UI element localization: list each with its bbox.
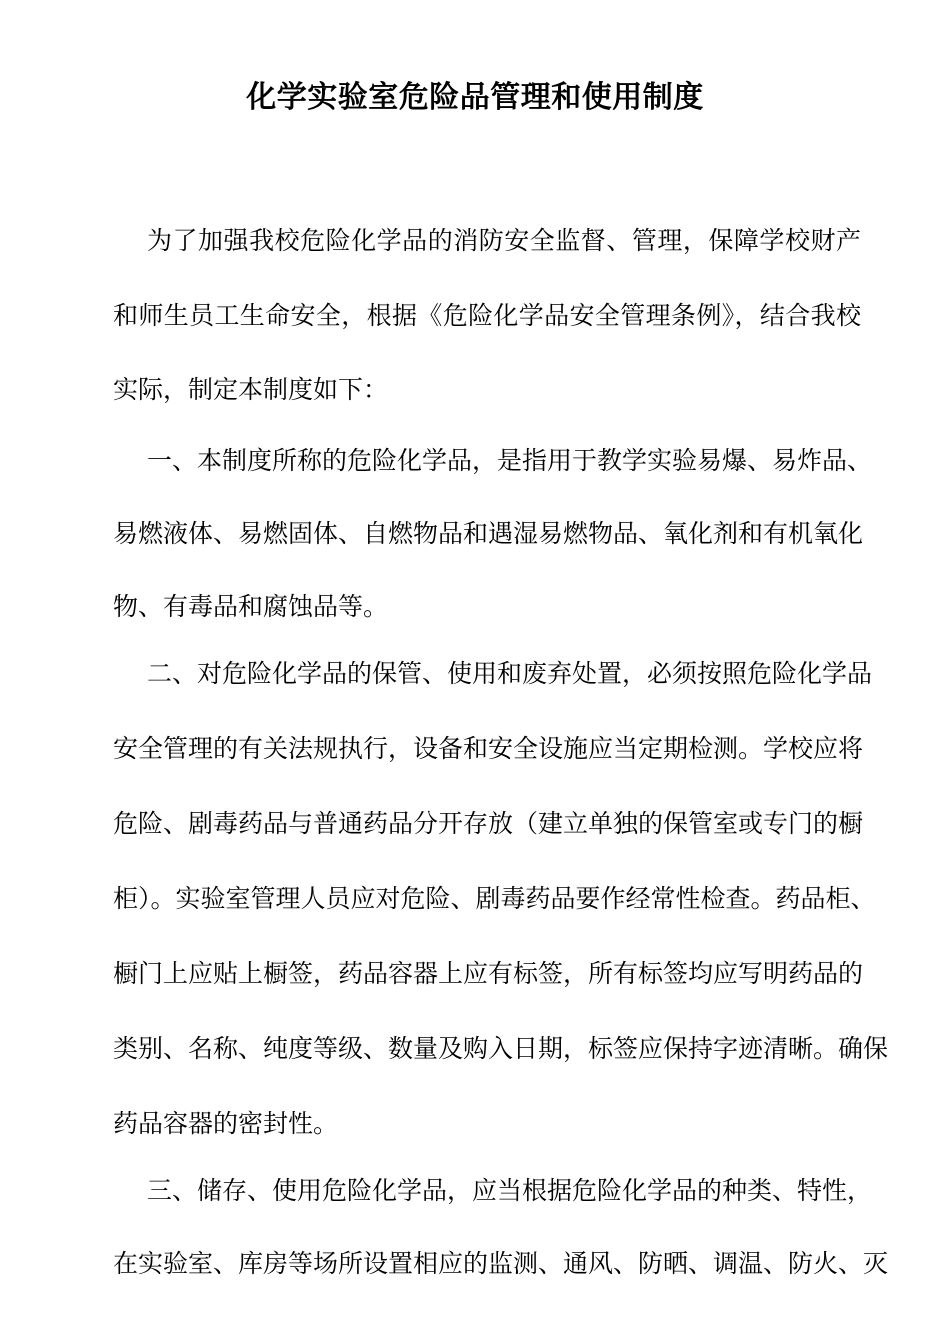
paragraph-line: 二、对危险化学品的保管、使用和废弃处置，必须按照危险化学品 — [147, 659, 873, 688]
paragraph-line: 易燃液体、易燃固体、自燃物品和遇湿易燃物品、氧化剂和有机氧化 — [113, 519, 864, 548]
paragraph-line: 物、有毒品和腐蚀品等。 — [113, 592, 389, 621]
document-title: 化学实验室危险品管理和使用制度 — [246, 80, 704, 115]
paragraph-line: 安全管理的有关法规执行，设备和安全设施应当定期检测。学校应将 — [113, 734, 864, 763]
paragraph-line: 一、本制度所称的危险化学品，是指用于教学实验易爆、易炸品、 — [147, 446, 873, 475]
paragraph-line: 实际，制定本制度如下： — [113, 375, 389, 404]
paragraph-line: 柜）。实验室管理人员应对危险、剧毒药品要作经常性检查。药品柜、 — [113, 884, 876, 913]
paragraph-line: 和师生员工生命安全，根据《危险化学品安全管理条例》，结合我校 — [113, 301, 861, 330]
paragraph-line: 药品容器的密封性。 — [113, 1109, 339, 1138]
paragraph-line: 在实验室、库房等场所设置相应的监测、通风、防晒、调温、防火、灭 — [113, 1249, 889, 1278]
paragraph-line: 为了加强我校危险化学品的消防安全监督、管理，保障学校财产 — [147, 226, 861, 255]
paragraph-line: 类别、名称、纯度等级、数量及购入日期，标签应保持字迹清晰。确保 — [113, 1034, 889, 1063]
paragraph-line: 危险、剧毒药品与普通药品分开存放（建立单独的保管室或专门的橱 — [113, 809, 864, 838]
paragraph-line: 三、储存、使用危险化学品，应当根据危险化学品的种类、特性， — [147, 1176, 873, 1205]
paragraph-line: 橱门上应贴上橱签，药品容器上应有标签，所有标签均应写明药品的 — [113, 959, 864, 988]
